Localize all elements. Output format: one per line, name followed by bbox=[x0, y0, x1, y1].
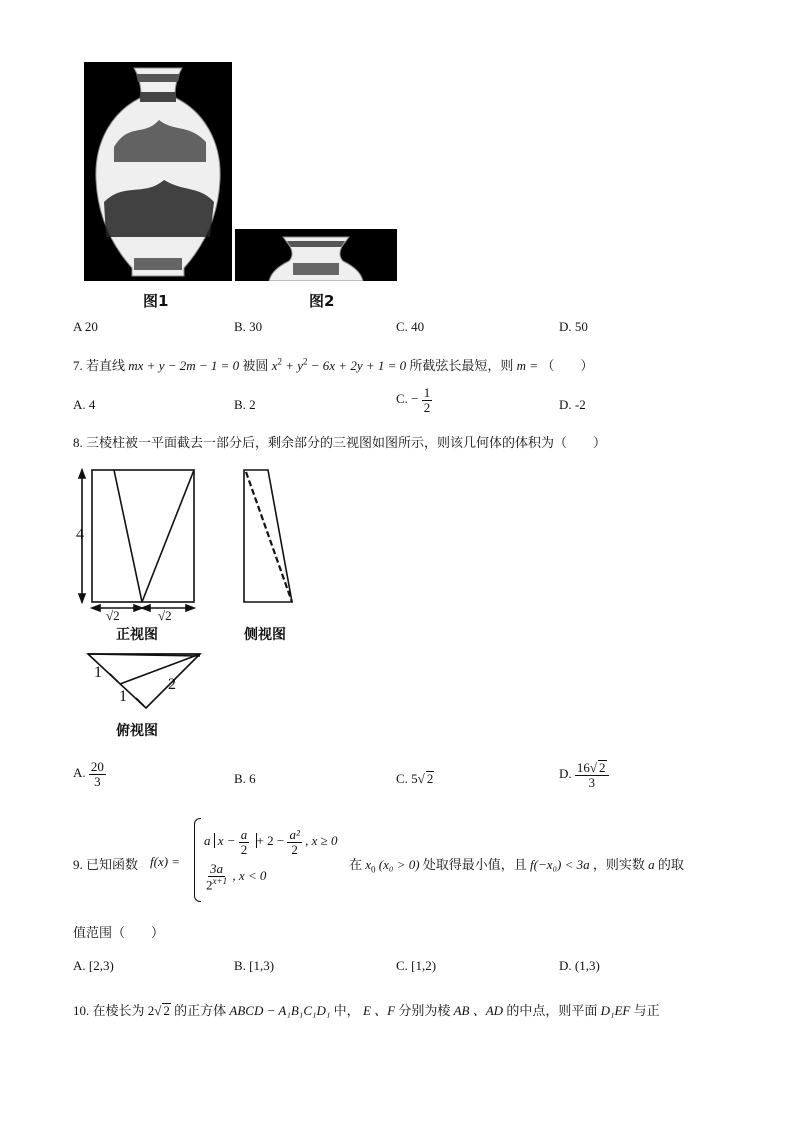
q8-dim-2: 2 bbox=[168, 676, 176, 693]
q8-top-view-label: 俯视图 bbox=[116, 723, 158, 739]
q9-text-after: 在 bbox=[349, 857, 363, 872]
q9-case2-cond: , x < 0 bbox=[232, 867, 267, 883]
q10-text2: 中， bbox=[333, 1003, 360, 1018]
q7-option-c-den: 2 bbox=[423, 399, 431, 415]
front-view bbox=[79, 470, 194, 611]
q7-text-post: 所截弦长最短，则 bbox=[409, 358, 514, 373]
q8-option-b: B. 6 bbox=[234, 771, 256, 786]
q6-option-d: D. 50 bbox=[559, 319, 588, 334]
q7-text-pre: 若直线 bbox=[86, 358, 126, 373]
q10-number: 10. 在棱长为 bbox=[73, 1003, 145, 1018]
q9-case2-den-exp: x+1 bbox=[212, 875, 228, 886]
q9-case1-frac-den: 2 bbox=[240, 841, 248, 857]
q8-option-a-fraction bbox=[89, 760, 106, 788]
q7-option-c bbox=[396, 386, 432, 414]
vase-drawing-1 bbox=[84, 62, 232, 281]
q9-stem-rest: 在 $x_0$ (x₀ > 0) 处取得最小值，且 f(−x₀) < 3a ，则实数 a 的取 bbox=[349, 857, 684, 875]
figure-2-caption: 图2 bbox=[309, 292, 335, 310]
q7-stem: 7. 若直线 mx + y − 2m − 1 = 0 被圆 $x^2 + y^2 - 6x + 2y + 1 = 0$ 所截弦长最短，则 m = （ ） bbox=[73, 356, 594, 373]
q9-option-d: D. (1,3) bbox=[559, 958, 600, 973]
q9-inequality: f(−x₀) < 3a bbox=[530, 857, 590, 872]
q10-edge-radicand: 2 bbox=[163, 1003, 170, 1018]
q9-x0: x bbox=[365, 857, 372, 872]
q9-case1-a: a bbox=[204, 833, 211, 849]
q8-dim-1-b: 1 bbox=[119, 688, 127, 705]
q9-case1-frac2-den: 2 bbox=[291, 841, 298, 857]
q10-text5: 与正 bbox=[633, 1003, 660, 1018]
q9-fx: f(x) = bbox=[150, 854, 181, 869]
q8-option-a bbox=[73, 760, 106, 788]
q8-stem: 8. 三棱柱被一平面截去一部分后，剩余部分的三视图如图所示，则该几何体的体积为（ ） bbox=[73, 435, 607, 450]
q8-option-d-den: 3 bbox=[588, 775, 595, 791]
q8-option-d-num: 16 bbox=[576, 760, 590, 775]
q6-option-a: A 20 bbox=[73, 319, 98, 334]
q8-side-view-label: 侧视图 bbox=[244, 627, 286, 643]
q8-option-a-num: 20 bbox=[90, 759, 104, 774]
q9-option-c: C. [1,2) bbox=[396, 958, 437, 973]
q9-case1-frac bbox=[239, 828, 250, 856]
q10-plane: D₁EF bbox=[600, 1003, 631, 1018]
q9-x0-cond: (x₀ > 0) bbox=[378, 857, 420, 872]
q9-stem-line2: 值范围（ ） bbox=[73, 925, 165, 940]
q8-option-d bbox=[559, 760, 609, 790]
figure-1-caption: 图1 bbox=[143, 292, 169, 310]
q7-text-mid: 被圆 bbox=[242, 358, 269, 373]
q9-case2-den: 2 bbox=[206, 876, 213, 892]
q9-option-a: A. [2,3) bbox=[73, 958, 114, 973]
vase-image-1 bbox=[84, 62, 232, 281]
vase-image-2 bbox=[235, 229, 397, 281]
q8-option-d-label: D. bbox=[559, 765, 572, 781]
q9-brace bbox=[194, 818, 201, 902]
q7-option-c-sign: − bbox=[411, 391, 419, 407]
q10-text4: 的中点，则平面 bbox=[506, 1003, 598, 1018]
q9-case2-den-wrap bbox=[204, 877, 229, 892]
q7-option-c-fraction bbox=[422, 386, 433, 414]
q8-dim-sqrt2-left: √2 bbox=[106, 608, 120, 623]
q9-case1-frac-num: a bbox=[240, 827, 248, 842]
q9-case1-cond: , x ≥ 0 bbox=[305, 833, 338, 849]
q8-dim-4: 4 bbox=[76, 526, 84, 543]
q6-option-b: B. 30 bbox=[234, 319, 263, 334]
q7-option-c-num: 1 bbox=[423, 385, 431, 400]
top-view bbox=[88, 654, 200, 708]
q7-option-c-label: C. bbox=[396, 391, 408, 407]
q7-option-d: D. -2 bbox=[559, 397, 586, 412]
q7-option-b: B. 2 bbox=[234, 397, 256, 412]
q9-option-b: B. [1,3) bbox=[234, 958, 275, 973]
q8-option-d-fraction bbox=[575, 760, 609, 790]
q9-case1-frac2 bbox=[287, 828, 301, 856]
q8-option-d-numerator: 16√ 2 bbox=[575, 760, 609, 776]
q7-ask: m = bbox=[516, 358, 539, 373]
q10-text1: 的正方体 bbox=[174, 1003, 227, 1018]
q9-case1-mid: + 2 − bbox=[256, 833, 285, 849]
q8-dim-1-a: 1 bbox=[94, 664, 102, 681]
q7-circle-tail: − 6x + 2y + 1 = 0 bbox=[310, 358, 407, 373]
q10-edge-value: 2 bbox=[147, 1003, 155, 1018]
q8-three-view-drawing bbox=[70, 462, 310, 742]
q7-circle-y: + y bbox=[285, 358, 304, 373]
q9-case-1 bbox=[204, 828, 338, 856]
q7-circle-x: x bbox=[271, 358, 278, 373]
q9-case2-num: 3a bbox=[210, 861, 224, 876]
q7-line-equation: mx + y − 2m − 1 = 0 bbox=[128, 358, 240, 373]
q10-cube: ABCD − A₁B₁C₁D₁ bbox=[229, 1003, 331, 1018]
q8-option-a-label: A. bbox=[73, 765, 86, 781]
q10-ab-ad: AB 、AD bbox=[453, 1003, 504, 1018]
q8-front-view-label: 正视图 bbox=[116, 627, 158, 643]
q9-text-after3: ，则实数 bbox=[592, 857, 645, 872]
q9-number: 9. 已知函数 bbox=[73, 857, 139, 872]
q10-text3: 分别为棱 bbox=[398, 1003, 451, 1018]
q8-option-c-label: C. bbox=[396, 771, 408, 786]
q9-text-after4: 的取 bbox=[657, 857, 684, 872]
q8-option-c-radicand: 2 bbox=[426, 771, 434, 786]
q7-paren: （ ） bbox=[541, 358, 594, 373]
q7-number: 7. bbox=[73, 358, 83, 373]
q10-ef: E 、F bbox=[362, 1003, 396, 1018]
q7-option-a: A. 4 bbox=[73, 397, 96, 412]
q9-case2-frac bbox=[204, 862, 229, 892]
q8-option-c: C. 5√ 2 bbox=[396, 771, 434, 786]
q9-case1-abs bbox=[214, 827, 257, 857]
side-view bbox=[244, 470, 292, 602]
q10-stem: 10. 在棱长为 2√ 2 的正方体 ABCD − A₁B₁C₁D₁ 中， E 、F 分别为棱 AB 、AD 的中点，则平面 D₁EF 与正 bbox=[73, 1003, 660, 1018]
q6-option-c: C. 40 bbox=[396, 319, 425, 334]
q8-dim-sqrt2-right: √2 bbox=[158, 608, 172, 623]
q9-case1-frac2-num: a² bbox=[289, 827, 300, 842]
q8-option-a-den: 3 bbox=[94, 773, 101, 789]
q9-case-2 bbox=[204, 862, 266, 892]
q8-option-c-coef: 5 bbox=[411, 771, 418, 786]
q9-var-a: a bbox=[648, 857, 655, 872]
q9-case1-x: x − bbox=[217, 833, 236, 849]
vase-drawing-2 bbox=[235, 229, 397, 281]
q8-option-d-radicand: 2 bbox=[599, 760, 606, 775]
q9-text-after2: 处取得最小值，且 bbox=[422, 857, 527, 872]
